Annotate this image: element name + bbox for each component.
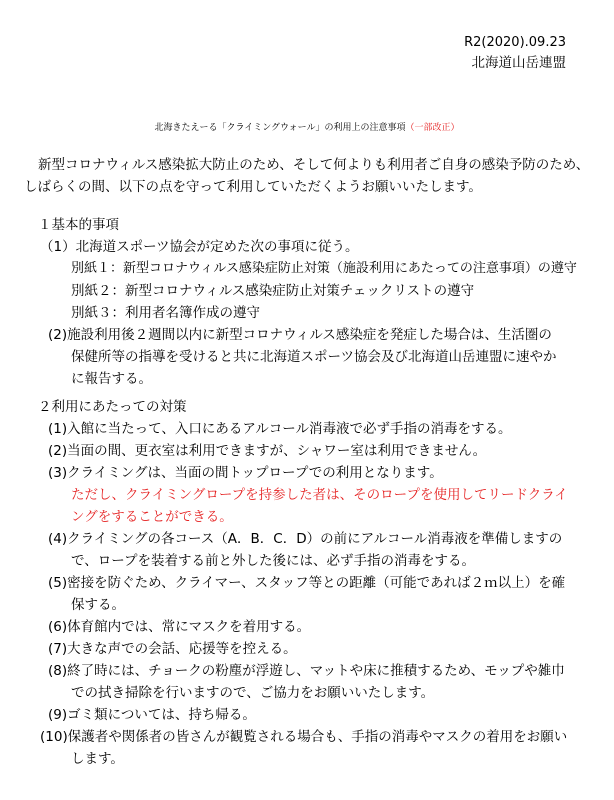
measure-item: (10)保護者や関係者の皆さんが観覧される場合も、手指の消毒やマスクの着用をお願い xyxy=(40,729,568,745)
measure-item: (8)終了時には、チョークの粉塵が浮遊し、マットや床に推積するため、モップや雑巾 xyxy=(48,663,565,679)
title-main: 北海きたえーる「クライミングウォール」の利用上の注意事項 xyxy=(154,123,406,133)
measure-item-continued: で、ロープを装着する前と外した後には、必ず手指の消毒をする。 xyxy=(71,553,476,569)
measure-item-revision: ただし、クライミングロープを持参した者は、そのロープを使用してリードクライ xyxy=(71,487,568,503)
measure-item: (7)大きな声での会話、応援等を控える。 xyxy=(48,641,297,657)
attachment-item: 別紙２：新型コロナウィルス感染症防止対策チェックリストの遵守 xyxy=(71,283,475,299)
attachment-item: 別紙１：新型コロナウィルス感染症防止対策（施設利用にあたっての注意事項）の遵守 xyxy=(71,261,577,276)
measure-item-revision: ングをすることができる。 xyxy=(71,509,233,525)
measure-item-continued: での拭き掃除を行いますので、ご協力をお願いいたします。 xyxy=(71,685,435,701)
document-date: R2(2020).09.23 xyxy=(464,35,566,50)
measure-item: (3)クライミングは、当面の間トップロープでの利用となります。 xyxy=(48,465,443,481)
title-revision-note: （一部改正） xyxy=(405,123,460,133)
intro-line: 新型コロナウィルス感染拡大防止のため、そして何よりも利用者ご自身の感染予防のため、 xyxy=(38,157,590,173)
basic-item: （1）北海道スポーツ協会が定めた次の事項に従う。 xyxy=(40,239,359,255)
document-title xyxy=(0,119,614,137)
measure-item: (4)クライミングの各コース（A．B．C．D）の前にアルコール消毒液を準備しますの xyxy=(48,531,563,547)
basic-item-continued: 保健所等の指導を受けると共に北海道スポーツ協会及び北海道山岳連盟に速やか xyxy=(71,349,557,365)
basic-item-continued: に報告する。 xyxy=(71,371,152,387)
measure-item: (1)入館に当たって、入口にあるアルコール消毒液で必ず手指の消毒をする。 xyxy=(48,421,512,437)
section-heading-basic: １基本的事項 xyxy=(38,217,119,233)
measure-item: (2)当面の間、更衣室は利用できますが、シャワー室は利用できません。 xyxy=(48,443,487,459)
measure-item: (9)ゴミ類については、持ち帰る。 xyxy=(48,707,256,723)
measure-item: (6)体育館内では、常にマスクを着用する。 xyxy=(48,619,311,635)
intro-line: しばらくの間、以下の点を守って利用していただくようお願いいたします。 xyxy=(24,179,482,195)
attachment-item: 別紙３：利用者名簿作成の遵守 xyxy=(71,305,260,321)
section-heading-measures: ２利用にあたっての対策 xyxy=(38,399,187,415)
measure-item: (5)密接を防ぐため、クライマー、スタッフ等との距離（可能であれば２ｍ以上）を確 xyxy=(48,575,566,591)
organization-name: 北海道山岳連盟 xyxy=(471,55,566,71)
measure-item-continued: 保する。 xyxy=(71,597,125,613)
measure-item-continued: します。 xyxy=(71,751,124,767)
basic-item: (2)施設利用後２週間以内に新型コロナウィルス感染症を発症した場合は、生活圏の xyxy=(48,327,552,343)
